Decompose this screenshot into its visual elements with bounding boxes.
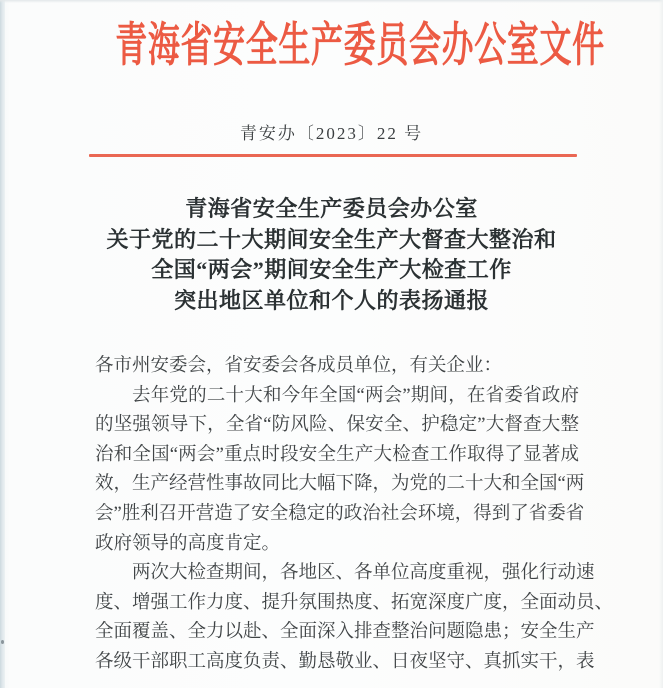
scan-edge-top — [0, 0, 663, 3]
body-text-line: 度、增强工作力度、提升氛围热度、拓宽深度广度，全面动员、 — [95, 592, 614, 613]
scan-edge-right — [659, 0, 663, 688]
scan-speck — [1, 640, 4, 644]
document-title-line-3: 全国“两会”期间安全生产大检查工作 — [151, 257, 512, 282]
document-title — [40, 194, 623, 316]
body-text-line: 政府领导的高度肯定。 — [95, 533, 281, 554]
body-text-line: 各级干部职工高度负责、勤恳敬业、日夜坚守、真抓实干，表 — [95, 651, 595, 672]
body-text-line: 的坚强领导下，全省“防风险、保安全、护稳定”大督查大整 — [95, 415, 579, 436]
document-body — [95, 352, 614, 678]
body-text-line: 治和全国“两会”重点时段安全生产大检查工作取得了显著成 — [95, 444, 579, 465]
document-title-line-4: 突出地区单位和个人的表扬通报 — [173, 287, 489, 313]
doc-number: 青安办〔2023〕22 号 — [239, 124, 424, 143]
scan-edge-left — [0, 0, 5, 688]
red-separator-line — [89, 154, 577, 157]
body-text-line: 全面覆盖、全力以赴、全面深入排查整治问题隐患；安全生产 — [95, 622, 595, 643]
document-title-line-1: 青海省安全生产委员会办公室 — [185, 196, 478, 221]
letterhead-org-title: 青海省安全生产委员会办公室文件 — [115, 20, 605, 72]
body-text-line: 两次大检查期间，各地区、各单位高度重视，强化行动速 — [132, 563, 595, 584]
body-text-line: 会”胜利召开营造了安全稳定的政治社会环境，得到了省委省 — [95, 503, 585, 524]
salutation-line: 各市州安委会，省安委会各成员单位，有关企业： — [95, 356, 503, 376]
document-title-line-2: 关于党的二十大期间安全生产大督查大整治和 — [106, 226, 557, 252]
body-text-line: 效，生产经营性事故同比大幅下降，为党的二十大和全国“两 — [95, 474, 585, 495]
body-text-line: 去年党的二十大和今年全国“两会”期间，在省委省政府 — [132, 385, 579, 406]
letterhead — [0, 16, 663, 76]
